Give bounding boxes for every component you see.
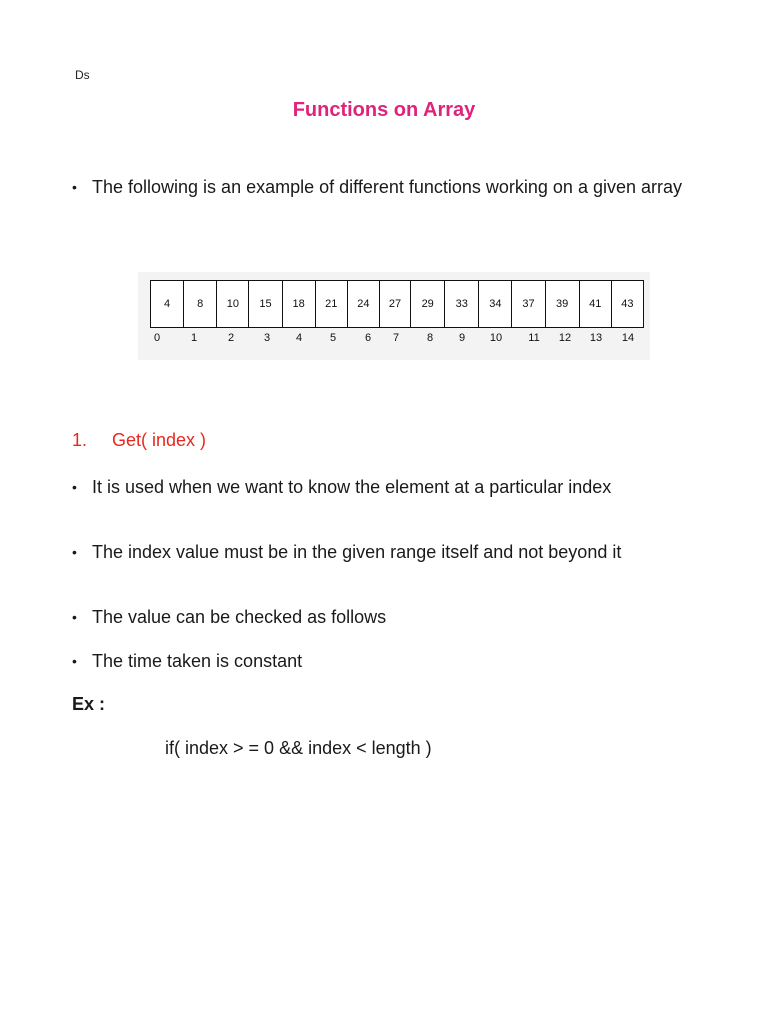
array-cell: 34 [479, 281, 512, 327]
section-heading [72, 430, 206, 451]
array-cell: 21 [316, 281, 348, 327]
bullet-text: The index value must be in the given range itself and not beyond it [92, 542, 622, 562]
section-title: Get( index ) [112, 430, 207, 450]
array-index: 4 [295, 332, 303, 344]
array-figure [138, 272, 650, 360]
example-label: Ex : [72, 694, 106, 714]
example-code: if( index > = 0 && index < length ) [165, 738, 432, 758]
array-cell: 33 [445, 281, 479, 327]
array-index: 12 [558, 332, 572, 344]
bullet-dot: • [72, 544, 77, 560]
array-cell: 27 [380, 281, 411, 327]
array-index: 14 [621, 332, 635, 344]
array-index: 7 [392, 332, 400, 344]
array-index: 9 [458, 332, 466, 344]
array-index: 0 [153, 332, 161, 344]
array-cell: 4 [151, 281, 184, 327]
get-bullet-4 [72, 650, 712, 672]
get-bullet-2 [72, 541, 712, 563]
array-cell: 29 [411, 281, 445, 327]
document-header-tag: Ds [75, 68, 90, 82]
page-title: Functions on Array [292, 99, 476, 121]
array-cell: 37 [512, 281, 545, 327]
intro-text: The following is an example of different functions working on a given array [92, 177, 682, 197]
array-index: 2 [227, 332, 235, 344]
array-cell: 18 [283, 281, 316, 327]
get-bullet-1 [72, 476, 712, 498]
array-cell: 8 [184, 281, 217, 327]
array-cell: 41 [580, 281, 612, 327]
array-index: 3 [263, 332, 271, 344]
array-cell: 24 [348, 281, 380, 327]
array-indices [146, 332, 642, 348]
array-cell: 43 [621, 298, 634, 310]
array-index: 8 [426, 332, 434, 344]
array-cells [150, 280, 644, 328]
section-number: 1. [72, 430, 88, 450]
array-index: 6 [364, 332, 372, 344]
array-index: 1 [190, 332, 198, 344]
array-cell: 15 [249, 281, 282, 327]
bullet-dot: • [72, 179, 77, 195]
array-cell: 39 [546, 281, 580, 327]
bullet-text: The time taken is constant [92, 651, 303, 671]
bullet-text: It is used when we want to know the element at a particular index [92, 477, 612, 497]
array-index: 5 [329, 332, 337, 344]
intro-bullet [72, 176, 712, 198]
bullet-dot: • [72, 479, 77, 495]
bullet-text: The value can be checked as follows [92, 607, 387, 627]
array-index: 13 [589, 332, 603, 344]
array-index: 10 [489, 332, 503, 344]
bullet-dot: • [72, 653, 77, 669]
bullet-dot: • [72, 609, 77, 625]
array-cell: 10 [217, 281, 249, 327]
get-bullet-3 [72, 606, 712, 628]
array-index: 11 [528, 332, 540, 344]
